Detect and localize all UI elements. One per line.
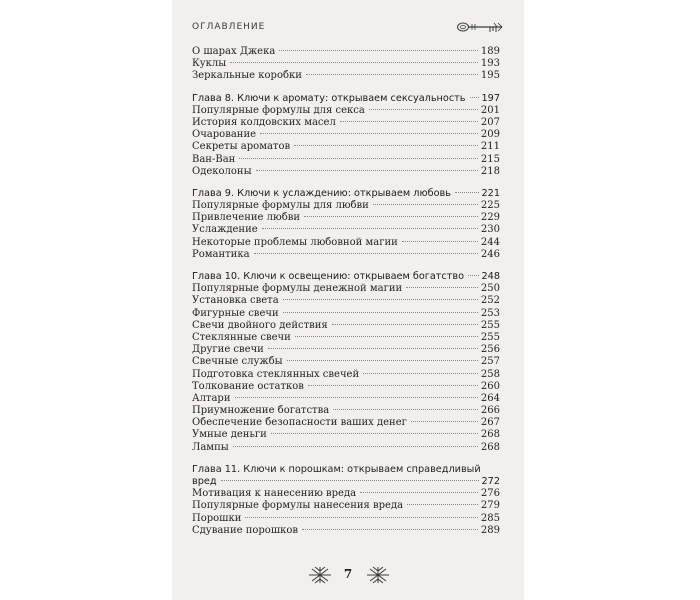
toc-section (192, 93, 500, 178)
toc-chapter-page: 272 (481, 476, 500, 487)
toc-entry[interactable] (192, 344, 500, 356)
toc-entry-page: 229 (480, 212, 500, 224)
toc-entry-title: Лампы (192, 441, 229, 453)
toc-entry-page: 195 (480, 70, 500, 82)
toc-entry[interactable] (192, 154, 500, 166)
toc-chapter-heading[interactable] (192, 271, 500, 283)
dot-leader (333, 409, 478, 410)
toc-chapter-heading[interactable] (192, 188, 500, 200)
toc-entry-page: 268 (480, 441, 500, 453)
toc-chapter-title-line2: вред (192, 476, 217, 487)
toc-entry[interactable] (192, 105, 500, 117)
running-header-title: ОГЛАВЛЕНИЕ (192, 22, 266, 32)
toc-entry-page: 211 (480, 141, 500, 153)
dot-leader (373, 204, 478, 205)
toc-entry-title: Популярные формулы нанесения вреда (192, 500, 404, 512)
toc-entry-title: Фигурные свечи (192, 307, 279, 319)
toc-entry[interactable] (192, 212, 500, 224)
dot-leader (233, 446, 478, 447)
toc-entry-page: 209 (480, 129, 500, 141)
toc-entry-title: Популярные формулы для секса (192, 104, 365, 116)
toc-entry[interactable] (192, 70, 500, 82)
toc-entry-title: Свечные службы (192, 356, 283, 368)
toc-entry-page: 256 (480, 344, 500, 356)
toc-chapter-page: 221 (481, 187, 500, 199)
dot-leader (402, 241, 478, 242)
toc-entry[interactable] (192, 442, 500, 454)
toc-entry[interactable] (192, 249, 500, 261)
toc-entry[interactable] (192, 429, 500, 441)
dot-leader (340, 121, 478, 122)
toc-entry[interactable] (192, 141, 500, 153)
toc-entry-title: Порошки (192, 512, 242, 524)
dot-leader (363, 373, 478, 374)
toc-entry-title: Ван-Ван (192, 153, 236, 165)
dot-leader (268, 348, 478, 349)
toc-entry-page: 289 (480, 524, 500, 536)
toc-entry-title: Алтари (192, 392, 231, 404)
toc-entry-page: 268 (480, 429, 500, 441)
dot-leader (308, 385, 478, 386)
dot-leader (406, 287, 478, 288)
toc-entry-title: Некоторые проблемы любовной магии (192, 236, 398, 248)
toc-entry-title: Привлечение любви (192, 212, 301, 224)
dot-leader (239, 158, 478, 159)
toc-entry-page: 279 (480, 500, 500, 512)
toc-section (192, 271, 500, 454)
toc-entry-page: 250 (480, 283, 500, 295)
dot-leader (306, 74, 478, 75)
dot-leader (262, 228, 478, 229)
toc-entry[interactable] (192, 46, 500, 58)
toc-entry-page: 215 (480, 153, 500, 165)
dot-leader (256, 170, 478, 171)
toc-chapter-title: Глава 8. Ключи к аромату: открываем сексуальность (192, 92, 466, 104)
toc-entry-page: 255 (480, 319, 500, 331)
toc-entry-page: 285 (480, 512, 500, 524)
dot-leader (279, 50, 478, 51)
toc-entry-page: 252 (480, 295, 500, 307)
star-ornament-icon (307, 565, 333, 585)
toc-entry[interactable] (192, 320, 500, 332)
toc-entry-title: Одеколоны (192, 165, 252, 177)
toc-entry[interactable] (192, 381, 500, 393)
toc-entry-title: Мотивация к нанесению вреда (192, 488, 357, 500)
toc-entry-title: Популярные формулы для любви (192, 200, 369, 212)
toc-entry[interactable] (192, 308, 500, 320)
toc-entry[interactable] (192, 525, 500, 537)
toc-entry-page: 225 (480, 200, 500, 212)
toc-entry[interactable] (192, 295, 500, 307)
toc-section (192, 464, 500, 537)
toc-entry-page: 257 (480, 356, 500, 368)
toc-entry[interactable] (192, 417, 500, 429)
dot-leader (304, 216, 478, 217)
toc-entry-page: 230 (480, 224, 500, 236)
dot-leader (283, 312, 478, 313)
toc-entry-page: 267 (480, 417, 500, 429)
toc-entry-title: Популярные формулы денежной магии (192, 283, 403, 295)
running-header (192, 22, 502, 40)
toc-entry-page: 246 (480, 248, 500, 260)
key-icon (456, 20, 506, 34)
toc-entry[interactable] (192, 369, 500, 381)
toc-entry-title: Умные деньги (192, 429, 267, 441)
toc-entry[interactable] (192, 356, 500, 368)
toc-entry[interactable] (192, 117, 500, 129)
toc-section (192, 46, 500, 83)
toc-entry-title: О шарах Джека (192, 46, 276, 57)
page-footer (172, 565, 524, 587)
dot-leader (260, 133, 478, 134)
toc-section (192, 188, 500, 261)
dot-leader (271, 433, 478, 434)
dot-leader (369, 109, 478, 110)
toc-entry[interactable] (192, 224, 500, 236)
toc-entry[interactable] (192, 488, 500, 500)
dot-leader (295, 336, 478, 337)
dot-leader (230, 62, 478, 63)
toc-entry-page: 189 (480, 46, 500, 57)
dot-leader (294, 145, 478, 146)
toc-entry-title: Обеспечение безопасности ваших денег (192, 417, 407, 429)
dot-leader (302, 529, 478, 530)
toc-entry-title: Услаждение (192, 224, 258, 236)
toc-entry[interactable] (192, 166, 500, 178)
toc-entry-page: 260 (480, 380, 500, 392)
toc-entry-page: 258 (480, 368, 500, 380)
book-page (172, 0, 524, 600)
toc-entry-page: 253 (480, 307, 500, 319)
toc-entry[interactable] (192, 405, 500, 417)
toc-entry-page: 207 (480, 116, 500, 128)
toc-entry[interactable] (192, 237, 500, 249)
toc-entry-title: Секреты ароматов (192, 141, 291, 153)
star-ornament-icon (365, 565, 391, 585)
toc-entry[interactable] (192, 283, 500, 295)
toc-entry-page: 266 (480, 405, 500, 417)
toc-chapter-heading[interactable] (192, 93, 500, 105)
toc-chapter-heading[interactable] (192, 476, 500, 488)
dot-leader (287, 360, 478, 361)
toc-entry[interactable] (192, 58, 500, 70)
page-number: 7 (343, 567, 353, 581)
dot-leader (470, 97, 479, 98)
toc-entry-page: 193 (480, 58, 500, 70)
toc-chapter-page: 197 (481, 92, 500, 104)
toc-entry-page: 201 (480, 104, 500, 116)
toc-entry-title: Зеркальные коробки (192, 70, 302, 82)
toc-entry-title: Свечи двойного действия (192, 319, 328, 331)
dot-leader (283, 299, 478, 300)
table-of-contents (192, 46, 500, 547)
dot-leader (411, 421, 478, 422)
toc-entry-page: 255 (480, 331, 500, 343)
toc-entry-title: Стеклянные свечи (192, 331, 291, 343)
dot-leader (254, 253, 478, 254)
toc-chapter-title-line1[interactable]: Глава 11. Ключи к порошкам: открываем справедливый (192, 463, 481, 475)
toc-entry-page: 244 (480, 236, 500, 248)
dot-leader (407, 504, 478, 505)
dot-leader (245, 517, 478, 518)
toc-entry-title: Толкование остатков (192, 380, 304, 392)
toc-entry[interactable] (192, 200, 500, 212)
toc-entry-title: История колдовских масел (192, 116, 336, 128)
toc-entry-title: Другие свечи (192, 344, 264, 356)
toc-entry-title: Очарование (192, 129, 257, 141)
toc-entry-title: Сдувание порошков (192, 524, 299, 536)
toc-entry-page: 264 (480, 392, 500, 404)
toc-entry[interactable] (192, 500, 500, 512)
toc-entry-page: 218 (480, 165, 500, 177)
toc-entry-title: Приумножение богатства (192, 405, 330, 417)
toc-entry[interactable] (192, 332, 500, 344)
toc-entry-title: Установка света (192, 295, 279, 307)
dot-leader (221, 480, 479, 481)
dot-leader (332, 324, 478, 325)
toc-entry[interactable] (192, 129, 500, 141)
dot-leader (455, 192, 479, 193)
dot-leader (360, 492, 478, 493)
toc-entry-title: Подготовка стеклянных свечей (192, 368, 360, 380)
toc-entry[interactable] (192, 513, 500, 525)
toc-entry-title: Куклы (192, 58, 227, 70)
toc-chapter-page: 248 (481, 271, 500, 282)
dot-leader (468, 275, 478, 276)
toc-entry[interactable] (192, 393, 500, 405)
toc-chapter-title: Глава 10. Ключи к освещению: открываем богатство (192, 271, 465, 282)
dot-leader (235, 397, 478, 398)
toc-entry-title: Романтика (192, 248, 250, 260)
toc-entry-page: 276 (480, 488, 500, 500)
toc-chapter-title: Глава 9. Ключи к услаждению: открываем любовь (192, 187, 451, 199)
